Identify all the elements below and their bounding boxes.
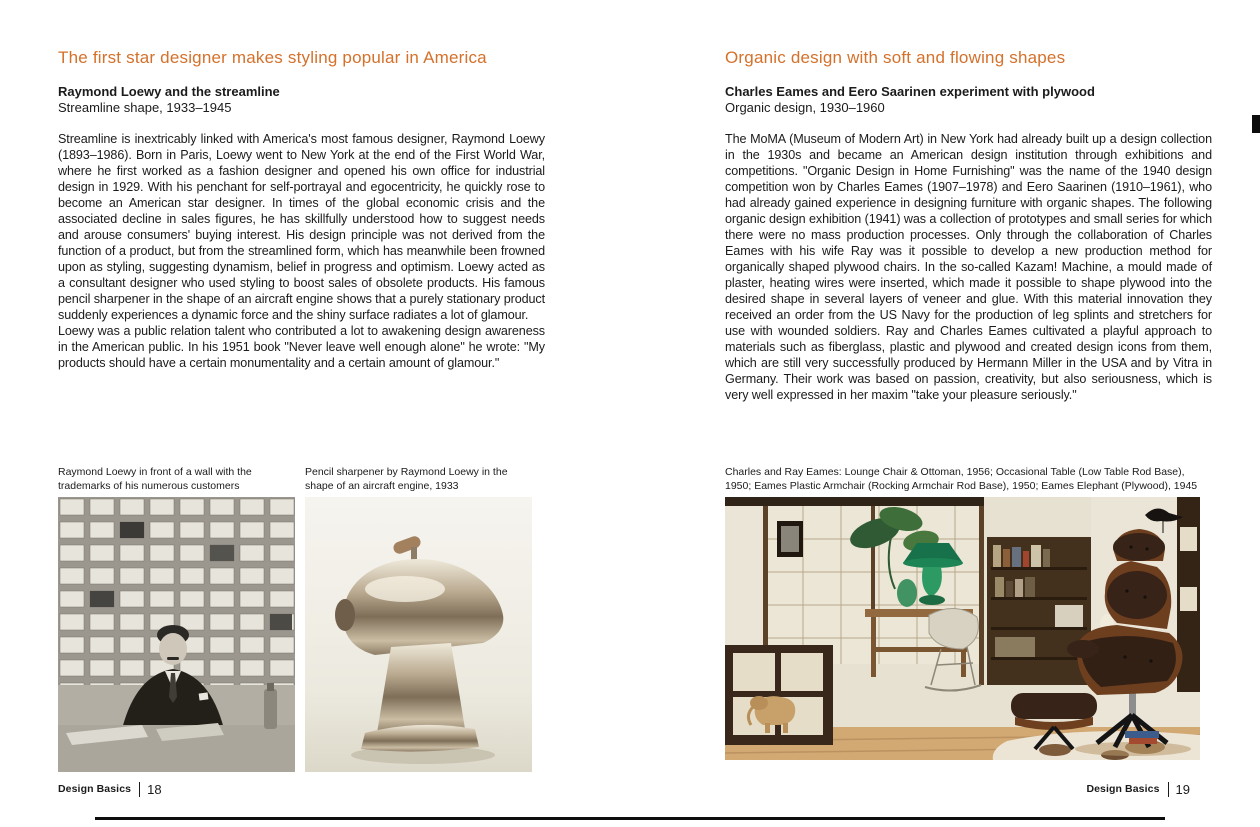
article-body [725,131,1212,403]
page-title: Organic design with soft and flowing shapes [725,48,1066,67]
section-heading: Raymond Loewy and the streamline [58,84,280,99]
eames-interior-photo [725,497,1200,760]
page-18 [58,48,545,492]
raymond-loewy-photo [58,497,295,772]
page-title: The first star designer makes styling popular in America [58,48,487,67]
footer-book-title: Design Basics [1086,783,1160,795]
section-subheading: Organic design, 1930–1960 [725,100,885,115]
bookshelf [987,537,1091,685]
body-paragraph: Loewy was a public relation talent who contributed a lot to awakening design awareness in the American public. In his 1951 book "Never leave well enough alone" he wrote: "My products should have a certain monumentality and a certain amount of glamour." [58,324,545,370]
footer-divider [1168,782,1169,797]
page-bottom-rule [95,817,1165,820]
raymond-loewy-photo-illustration [58,497,295,772]
captions-row [725,466,1212,493]
body-paragraph: Streamline is inextricably linked with America's most famous designer, Raymond Loewy (1893–1986). Born in Paris, Loewy went to New York at the end of the First World War, where he first worked as a fashion designer and opened his own office for industrial design in 1929. With his penchant for self-portrayal and egocentricity, he quickly rose to become an American star designer. In times of the global economic crisis and the associated decline in sales figures, he has skillfully understood how to suggest needs and arouse consumers' buying interest. His design principle was not derived from the function of a product, but from the streamlined form, which has meanwhile been frowned upon as styling, suggesting dynamism, belief in progress and optimism. Loewy acted as a consultant designer who used styling to boost sales of obsolete products. His famous pencil sharpener in the shape of an aircraft engine shows that a purely stationary product suddenly experiences a dynamic force and the shiny surface radiates a lot of glamour. [58,132,545,322]
eames-interior-illustration [725,497,1200,760]
article-body [58,131,545,371]
section-subheading: Streamline shape, 1933–1945 [58,100,232,115]
photo-caption: Charles and Ray Eames: Lounge Chair & Ottoman, 1956; Occasional Table (Low Table Rod Base), 1950; Eames Plastic Armchair (Rocking Armchair Rod Base), 1950; Eames Elephant (Plywood), 1945 [725,466,1198,492]
pencil-sharpener-illustration [305,497,532,772]
footer-book-title: Design Basics [58,783,132,795]
pencil-sharpener-photo [305,497,532,772]
page-number: 18 [147,781,162,797]
chapter-edge-tab [1252,115,1260,133]
page-number: 19 [1175,781,1190,797]
footer-right [1086,781,1190,797]
footer-left [58,781,162,797]
body-paragraph: The MoMA (Museum of Modern Art) in New York had already built up a design collection in the 1930s and became an American design institution through exhibitions and competitions. "Organic Design in Home Furnishing" was the name of the 1940 design competition won by Charles Eames (1907–1978) and Eero Saarinen (1910–1961), who had already gained experience in designing furniture with organic shapes. The following organic design exhibition (1941) was a collection of prototypes and small series for which there were no mass production processes. Only through the collaboration of Charles Eames with his wife Ray was it possible to develop a new production method for organically shaped plywood chairs. In the so-called Kazam! Machine, a mould made of plaster, heating wires were inserted, which made it possible to shape plywood into the desired shape in several layers of veneer and glue. With this material innovation they received an order from the US Navy for the production of leg splints and stretchers for use with wounded soldiers. Ray and Charles Eames cultivated a playful approach to materials such as fiberglass, plastic and plywood and created design icons from them, which are still very successfully produced by Hermann Miller in the USA and by Vitra in Germany. Their work was based on passion, creativity, but also seriousness, which is very well expressed in her maxim "take your pleasure seriously." [725,132,1212,402]
footer-divider [139,782,140,797]
photo-caption: Pencil sharpener by Raymond Loewy in the shape of an aircraft engine, 1933 [305,466,508,492]
photo-caption: Raymond Loewy in front of a wall with the trademarks of his numerous customers [58,466,252,492]
page-19 [725,48,1212,492]
section-heading: Charles Eames and Eero Saarinen experiment with plywood [725,84,1095,99]
